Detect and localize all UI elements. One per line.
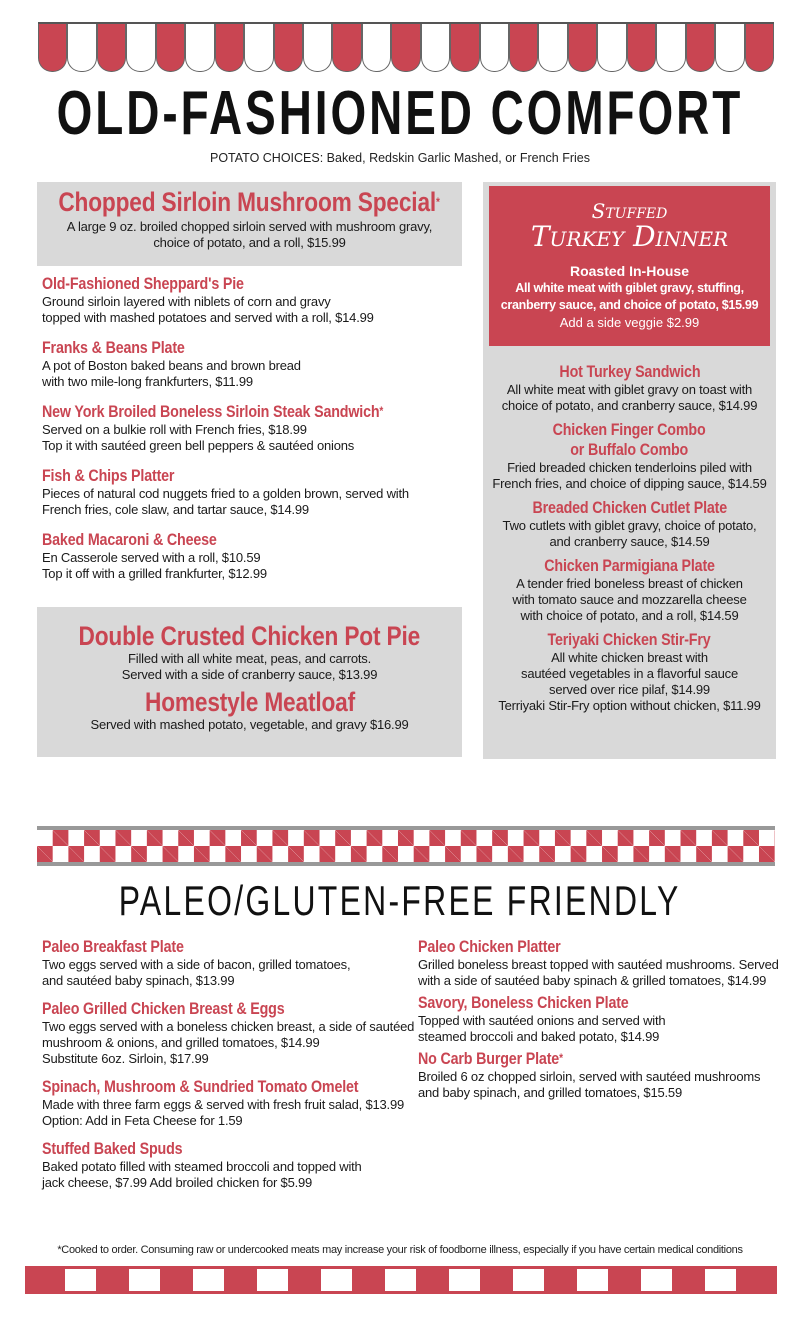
stripe-square xyxy=(641,1269,672,1291)
menu-item-name-row xyxy=(42,937,412,957)
awning-stripe xyxy=(67,24,96,72)
menu-item-name xyxy=(42,530,217,549)
awning-stripe xyxy=(538,24,567,72)
desc-line: Top it with sautéed green bell peppers & sautéed onions xyxy=(42,438,355,453)
menu-item-name xyxy=(42,466,174,485)
checkered-divider xyxy=(37,826,775,866)
menu-item-name xyxy=(544,556,715,575)
menu-item-name xyxy=(532,498,726,517)
awning-stripe xyxy=(686,24,715,72)
menu-item-name-row xyxy=(42,1139,412,1159)
desc-line: Made with three farm eggs & served with fresh fruit salad, $13.99 xyxy=(42,1097,405,1112)
desc-line: Topped with sautéed onions and served with xyxy=(418,1013,666,1028)
menu-item-name-row xyxy=(42,338,462,358)
turkey-title-line2: Turkey Dinner xyxy=(530,220,729,253)
menu-item xyxy=(483,556,776,624)
menu-item-name-row xyxy=(42,1077,412,1097)
menu-item-desc xyxy=(42,957,412,989)
desc-line: jack cheese, $7.99 Add broiled chicken for $5.99 xyxy=(42,1175,313,1190)
menu-item-name-text: Franks & Beans Plate xyxy=(42,338,185,357)
stripe-square xyxy=(385,1269,416,1291)
stripe-square xyxy=(449,1269,480,1291)
awning-stripe xyxy=(480,24,509,72)
menu-item-desc xyxy=(42,1159,412,1191)
special-box xyxy=(37,182,462,266)
menu-item-name-row xyxy=(283,362,800,382)
menu-item-name xyxy=(571,440,689,459)
stripe-square xyxy=(65,1269,96,1291)
menu-item-name-text: Stuffed Baked Spuds xyxy=(42,1139,183,1158)
awning-stripe xyxy=(421,24,450,72)
menu-item-desc xyxy=(418,957,788,989)
featured-name: Double Crusted Chicken Pot Pie xyxy=(78,621,421,651)
desc-line: and sautéed baby spinach, $13.99 xyxy=(42,973,235,988)
featured-desc xyxy=(37,717,462,733)
desc-line: choice of potato, and cranberry sauce, $14.99 xyxy=(501,398,758,413)
desc-line: All white chicken breast with xyxy=(551,650,708,665)
menu-item-name-row xyxy=(42,530,462,550)
desc-line: All white meat with giblet gravy on toast with xyxy=(506,382,753,397)
desc-line: mushroom & onions, and grilled tomatoes, $14.99 xyxy=(42,1035,320,1050)
menu-item xyxy=(483,362,776,414)
awning-stripe xyxy=(38,24,67,72)
awning-stripe xyxy=(597,24,626,72)
paleo-title-text: PALEO/GLUTEN-FREE FRIENDLY xyxy=(119,877,681,924)
featured-name: Homestyle Meatloaf xyxy=(144,687,355,717)
special-desc xyxy=(37,219,462,251)
desc-line: with tomato sauce and mozzarella cheese xyxy=(512,592,747,607)
menu-item-name xyxy=(418,993,629,1012)
menu-item-name-text: Spinach, Mushroom & Sundried Tomato Omelet xyxy=(42,1077,359,1096)
awning-stripe xyxy=(568,24,597,72)
menu-item-name xyxy=(42,937,184,956)
desc-line: Grilled boneless breast topped with sautéed mushrooms. Served xyxy=(418,957,779,972)
potato-choices: POTATO CHOICES: Baked, Redskin Garlic Mashed, or French Fries xyxy=(210,151,590,165)
menu-item-name xyxy=(42,402,383,421)
menu-item-name xyxy=(42,1139,182,1158)
menu-item-desc xyxy=(483,382,776,414)
menu-item-name xyxy=(418,1049,563,1068)
menu-item-desc xyxy=(42,294,462,326)
awning-decoration xyxy=(38,22,774,76)
menu-item xyxy=(418,1049,788,1101)
menu-item-name-row xyxy=(283,556,800,576)
menu-item xyxy=(418,993,788,1045)
desc-line: choice of potato, and a roll, $15.99 xyxy=(153,235,346,250)
paleo-title xyxy=(0,878,800,924)
awning-stripe xyxy=(450,24,479,72)
awning-stripe xyxy=(244,24,273,72)
menu-item-name-text: Paleo Chicken Platter xyxy=(418,937,561,956)
special-name xyxy=(59,187,440,217)
desc-line: Served with mashed potato, vegetable, and gravy $16.99 xyxy=(90,717,409,732)
awning-stripe xyxy=(126,24,155,72)
menu-item-name-row xyxy=(418,993,788,1013)
food-safety-note: *Cooked to order. Consuming raw or undercooked meats may increase your risk of foodborne illness, especially if you have certain medical conditions xyxy=(57,1244,743,1256)
menu-item-name-text: Old-Fashioned Sheppard's Pie xyxy=(42,274,244,293)
desc-line: En Casserole served with a roll, $10.59 xyxy=(42,550,261,565)
desc-line: Two eggs served with a side of bacon, grilled tomatoes, xyxy=(42,957,351,972)
menu-item-desc xyxy=(418,1013,788,1045)
page-title-text: OLD-FASHIONED COMFORT xyxy=(56,79,744,148)
menu-item-name xyxy=(548,630,711,649)
awning-stripe xyxy=(715,24,744,72)
desc-line: Ground sirloin layered with niblets of corn and gravy xyxy=(42,294,331,309)
bottom-stripe-decoration xyxy=(25,1266,777,1294)
desc-line: A pot of Boston baked beans and brown bread xyxy=(42,358,301,373)
stripe-square xyxy=(705,1269,736,1291)
desc-line: with two mile-long frankfurters, $11.99 xyxy=(42,374,253,389)
desc-line: French fries, cole slaw, and tartar sauce, $14.99 xyxy=(42,502,309,517)
desc-line: Fried breaded chicken tenderloins piled with xyxy=(507,460,752,475)
awning-stripe xyxy=(509,24,538,72)
desc-line: Pieces of natural cod nuggets fried to a golden brown, served with xyxy=(42,486,409,501)
paleo-title-wrap xyxy=(0,878,800,924)
menu-item-name-row xyxy=(283,420,800,440)
menu-item-name-text: Hot Turkey Sandwich xyxy=(559,362,700,381)
awning-stripe xyxy=(274,24,303,72)
awning-stripe xyxy=(156,24,185,72)
awning-stripe xyxy=(97,24,126,72)
menu-item-desc xyxy=(483,576,776,624)
awning-stripe xyxy=(391,24,420,72)
menu-item-name-row xyxy=(283,630,800,650)
awning-stripe xyxy=(362,24,391,72)
menu-item xyxy=(483,630,776,714)
menu-item-desc xyxy=(418,1069,788,1101)
desc-line: French fries, and choice of dipping sauce, $14.59 xyxy=(492,476,767,491)
menu-item-name-text: Breaded Chicken Cutlet Plate xyxy=(532,498,727,517)
turkey-desc xyxy=(489,280,770,314)
awning-stripe xyxy=(627,24,656,72)
awning-stripe xyxy=(215,24,244,72)
menu-item-name xyxy=(418,937,561,956)
menu-item xyxy=(42,1139,412,1191)
menu-item-name-row xyxy=(42,466,462,486)
menu-item-desc xyxy=(483,460,776,492)
desc-line: All white meat with giblet gravy, stuffing, xyxy=(515,281,744,295)
turkey-title-line1: Stuffed xyxy=(591,199,668,223)
stripe-square xyxy=(257,1269,288,1291)
menu-item-name xyxy=(42,1077,358,1096)
desc-line: A large 9 oz. broiled chopped sirloin served with mushroom gravy, xyxy=(66,219,433,234)
awning-stripe xyxy=(185,24,214,72)
awning-stripe xyxy=(656,24,685,72)
desc-line: with a side of sautéed baby spinach & grilled tomatoes, $14.99 xyxy=(418,973,767,988)
menu-item-desc xyxy=(42,1019,415,1067)
menu-item-name-text: Fish & Chips Platter xyxy=(42,466,175,485)
menu-item xyxy=(483,498,776,550)
desc-line: and cranberry sauce, $14.59 xyxy=(549,534,710,549)
asterisk: * xyxy=(379,404,384,418)
menu-item xyxy=(418,937,788,989)
desc-line: A tender fried boneless breast of chicken xyxy=(516,576,743,591)
menu-item-name-text: Baked Macaroni & Cheese xyxy=(42,530,217,549)
menu-item-desc xyxy=(483,518,776,550)
menu-item-name xyxy=(42,999,285,1018)
desc-line: Two eggs served with a boneless chicken breast, a side of sautéed xyxy=(42,1019,415,1034)
right-menu-list xyxy=(483,362,776,714)
desc-line: Served with a side of cranberry sauce, $13.99 xyxy=(121,667,378,682)
desc-line: sautéed vegetables in a flavorful sauce xyxy=(521,666,738,681)
desc-line: Served on a bulkie roll with French fries, $18.99 xyxy=(42,422,307,437)
stripe-square xyxy=(321,1269,352,1291)
menu-item-name-text: Paleo Breakfast Plate xyxy=(42,937,184,956)
desc-line: Filled with all white meat, peas, and carrots. xyxy=(128,651,371,666)
menu-item-name-text: Chicken Finger Combo xyxy=(553,420,706,439)
menu-item-name xyxy=(42,338,185,357)
desc-line: Terriyaki Stir-Fry option without chicken, $11.99 xyxy=(498,698,761,713)
paleo-right-list xyxy=(418,937,788,1105)
menu-item-name-text: Paleo Grilled Chicken Breast & Eggs xyxy=(42,999,285,1018)
menu-item-name-text: or Buffalo Combo xyxy=(570,440,689,459)
menu-item-desc xyxy=(483,650,776,714)
menu-item-name-text: No Carb Burger Plate xyxy=(418,1049,560,1068)
paleo-left-list xyxy=(42,937,415,1201)
menu-item xyxy=(42,999,415,1067)
menu-item-name-row xyxy=(42,402,462,422)
menu-item-name-row xyxy=(418,1049,788,1069)
menu-item xyxy=(42,274,462,326)
desc-line: cranberry sauce, and choice of potato, $15.99 xyxy=(500,298,759,312)
menu-item xyxy=(42,937,412,989)
awning-stripe xyxy=(745,24,774,72)
menu-item-name-row xyxy=(283,498,800,518)
menu-item-name-row xyxy=(42,274,462,294)
menu-item-name xyxy=(559,362,700,381)
desc-line: Top it off with a grilled frankfurter, $12.99 xyxy=(42,566,267,581)
desc-line: steamed broccoli and baked potato, $14.99 xyxy=(418,1029,660,1044)
special-name-text: Chopped Sirloin Mushroom Special xyxy=(58,187,437,217)
desc-line: Baked potato filled with steamed broccoli and topped with xyxy=(42,1159,362,1174)
asterisk: * xyxy=(559,1051,563,1065)
menu-item-desc xyxy=(42,1097,412,1129)
menu-item-name-row xyxy=(418,937,788,957)
menu-item-name-text: Chicken Parmigiana Plate xyxy=(544,556,715,575)
featured-desc xyxy=(37,651,462,683)
turkey-addon: Add a side veggie $2.99 xyxy=(559,315,700,330)
page-title xyxy=(0,79,800,148)
desc-line: served over rice pilaf, $14.99 xyxy=(549,682,710,697)
desc-line: Two cutlets with giblet gravy, choice of potato, xyxy=(502,518,757,533)
awning-stripe xyxy=(303,24,332,72)
turkey-subtitle: Roasted In-House xyxy=(569,263,689,279)
right-panel xyxy=(483,182,776,759)
stripe-square xyxy=(193,1269,224,1291)
menu-item-name-text: Savory, Boneless Chicken Plate xyxy=(418,993,629,1012)
awning-stripe xyxy=(332,24,361,72)
desc-line: Substitute 6oz. Sirloin, $17.99 xyxy=(42,1051,209,1066)
desc-line: Broiled 6 oz chopped sirloin, served with sautéed mushrooms xyxy=(418,1069,761,1084)
page-title-wrap xyxy=(0,79,800,148)
desc-line: topped with mashed potatoes and served with a roll, $14.99 xyxy=(42,310,374,325)
desc-line: and baby spinach, and grilled tomatoes, $15.59 xyxy=(418,1085,682,1100)
menu-item xyxy=(483,420,776,492)
menu-item-name xyxy=(553,420,706,439)
stripe-square xyxy=(129,1269,160,1291)
stripe-square xyxy=(577,1269,608,1291)
menu-item-name-text: New York Broiled Boneless Sirloin Steak Sandwich xyxy=(42,402,380,421)
asterisk: * xyxy=(436,195,441,209)
menu-item-name-text: Teriyaki Chicken Stir-Fry xyxy=(547,630,711,649)
menu-item xyxy=(42,1077,412,1129)
desc-line: Option: Add in Feta Cheese for 1.59 xyxy=(42,1113,243,1128)
desc-line: with choice of potato, and a roll, $14.59 xyxy=(520,608,739,623)
turkey-dinner-box xyxy=(489,186,770,346)
menu-item-name xyxy=(42,274,244,293)
menu-item-name-row xyxy=(283,440,800,460)
menu-item-name-row xyxy=(42,999,412,1019)
stripe-square xyxy=(513,1269,544,1291)
